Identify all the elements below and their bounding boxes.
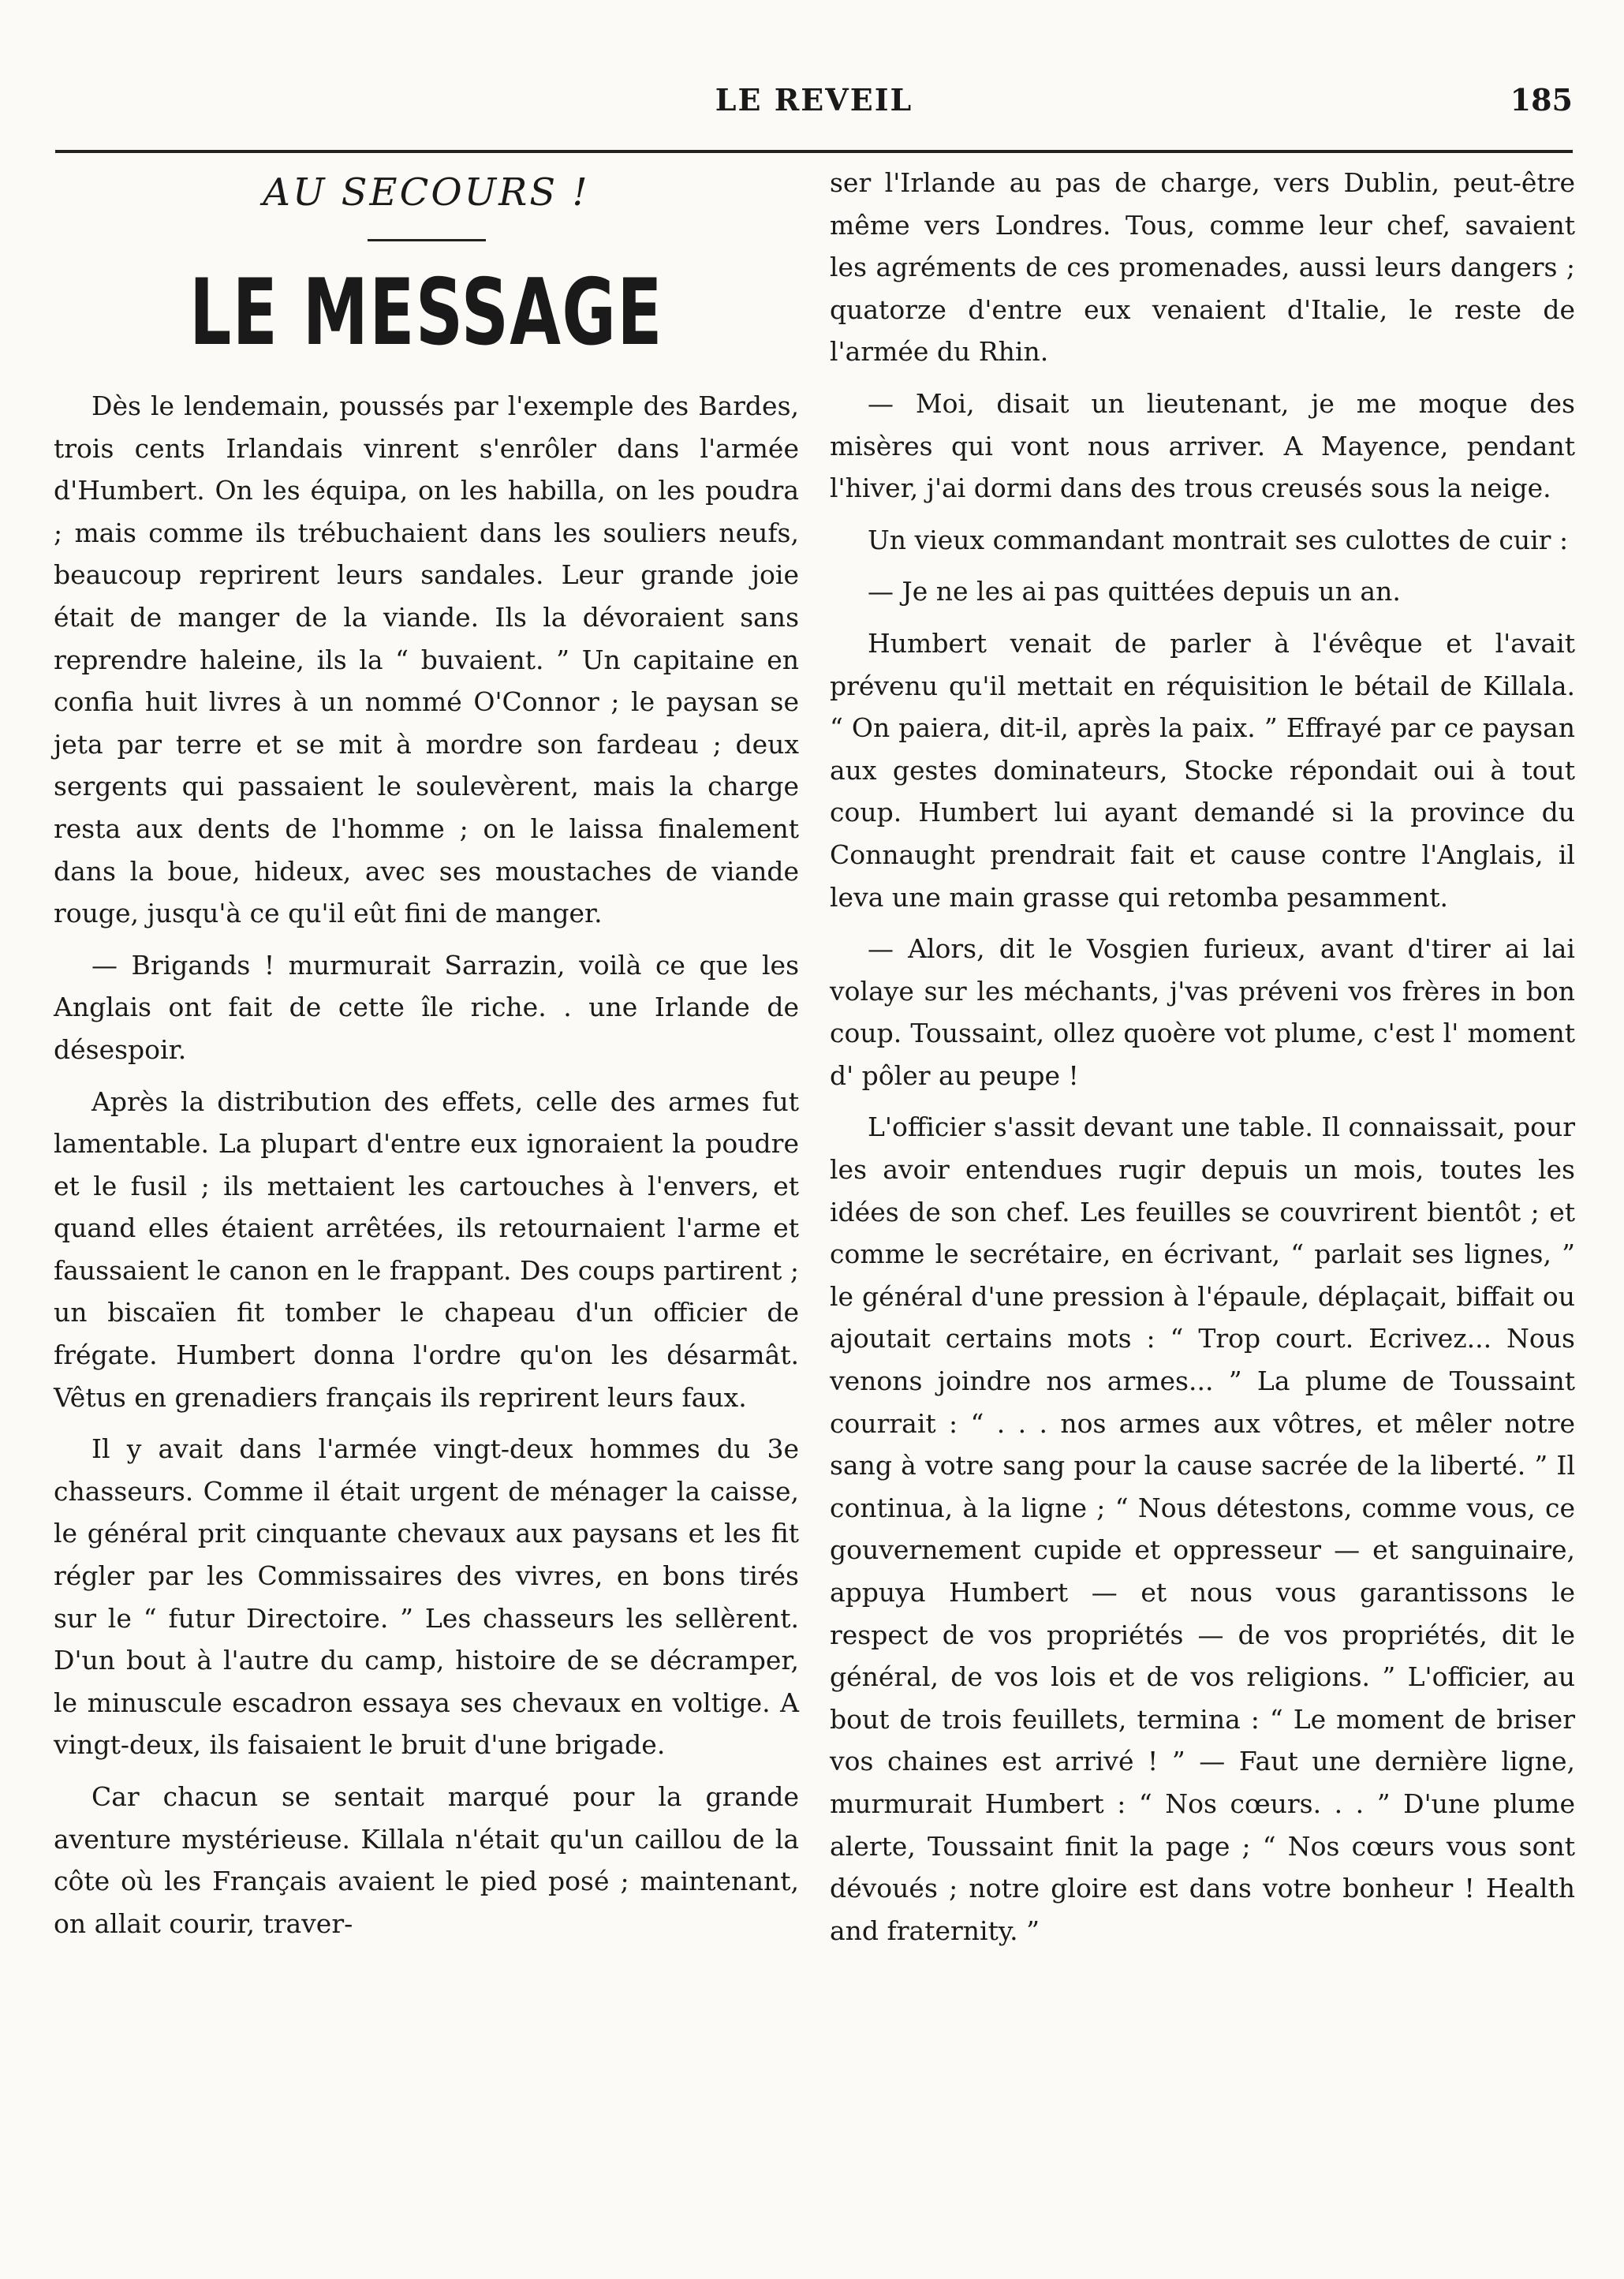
column-right [830,162,1575,1961]
paragraph: — Alors, dit le Vosgien furieux, avant d'tirer ai lai volaye sur les méchants, j'vas préveni vos frères in bon coup. Toussaint, ollez quoère vot plume, c'est l' moment d' pôler au peupe ! [830,933,1575,1091]
page-number: 185 [1510,82,1573,118]
paragraph: Humbert venait de parler à l'évêque et l'avait prévenu qu'il mettait en réquisition le bétail de Killala. “ On paiera, dit-il, après la paix. ” Effrayé par ce paysan aux gestes dominateurs, Stocke répondait oui à tout coup. Humbert lui ayant demandé si la province du Connaught prendrait fait et cause contre l'Anglais, il leva une main grasse qui retomba pesamment. [830,627,1575,913]
title-divider [368,239,486,241]
page-header [55,82,1573,129]
header-rule [55,150,1573,153]
paragraph: L'officier s'assit devant une table. Il connaissait, pour les avoir entendues rugir depuis un mois, toutes les idées de son chef. Les feuilles se couvrirent bientôt ; et comme le secrétaire, en écrivant, “ parlait ses lignes, ” le général d'une pression à l'épaule, déplaçait, biffait ou ajoutait certains mots : “ Trop court. Ecrivez... Nous venons joindre nos armes... ” La plume de Toussaint courrait : “ . . . nos armes aux vôtres, et mêler notre sang à votre sang pour la cause sacrée de la liberté. ” Il continua, à la ligne ; “ Nous détestons, comme vous, ce gouvernement cupide et oppresseur — et sanguinaire, appuya Humbert — et nous vous garantissons le respect de vos propriétés — de vos propriétés, dit le général, de vos lois et de vos religions. ” L'officier, au bout de trois feuillets, termina : “ Le moment de briser vos chaines est arrivé ! ” — Faut une dernière ligne, murmurait Humbert : “ Nos cœurs. . . ” D'une plume alerte, Toussaint finit la page ; “ Nos cœurs vous sont dévoués ; notre gloire est dans votre bonheur ! Health and fraternity. ” [830,1111,1575,1946]
paragraph: Après la distribution des effets, celle des armes fut lamentable. La plupart d'entre eux ignoraient la poudre et le fusil ; ils mettaient les cartouches à l'envers, et quand elles étaient arrêtées, ils retournaient l'arme et faussaient le canon en le frappant. Des coups partirent ; un biscaïen fit tomber le chapeau d'un officier de frégate. Humbert donna l'ordre qu'on les désarmât. Vêtus en grenadiers français ils reprirent leurs faux. [54,1085,799,1413]
running-title: LE REVEIL [715,82,913,118]
article-kicker: AU SECOURS ! [263,170,590,215]
paragraph: Il y avait dans l'armée vingt-deux hommes du 3e chasseurs. Comme il était urgent de ménager la caisse, le général prit cinquante chevaux aux paysans et les fit régler par les Commissaires des vivres, en bons tirés sur le “ futur Directoire. ” Les chasseurs les sellèrent. D'un bout à l'autre du camp, histoire de se décramper, le minuscule escadron essaya ses chevaux en voltige. A vingt-deux, ils faisaient le bruit d'une brigade. [54,1433,799,1761]
paragraph: Car chacun se sentait marqué pour la grande aventure mystérieuse. Killala n'était qu'un caillou de la côte où les Français avaient le pied posé ; maintenant, on allait courir, traver- [54,1781,799,1939]
article-headline: LE MESSAGE [189,260,663,366]
paragraph: — Brigands ! murmurait Sarrazin, voilà ce que les Anglais ont fait de cette île riche. . une Irlande de désespoir. [54,949,799,1065]
column-left [54,162,799,1954]
paragraph: Un vieux commandant montrait ses culottes de cuir : [868,524,1569,555]
paragraph: Dès le lendemain, poussés par l'exemple des Bardes, trois cents Irlandais vinrent s'enrôler dans l'armée d'Humbert. On les équipa, on les habilla, on les poudra ; mais comme ils trébuchaient dans les souliers neufs, beaucoup reprirent leurs sandales. Leur grande joie était de manger de la viande. Ils la dévoraient sans reprendre haleine, ils la “ buvaient. ” Un capitaine en confia huit livres à un nommé O'Connor ; le paysan se jeta par terre et se mit à mordre son fardeau ; deux sergents qui passaient le soulevèrent, mais la charge resta aux dents de l'homme ; on le laissa finalement dans la boue, hideux, avec ses moustaches de viande rouge, jusqu'à ce qu'il eût fini de manger. [54,390,799,929]
paragraph-continuation: ser l'Irlande au pas de charge, vers Dublin, peut-être même vers Londres. Tous, comme leur chef, savaient les agréments de ces promenades, aussi leurs dangers ; quatorze d'entre eux venaient d'Italie, le reste de l'armée du Rhin. [830,167,1575,368]
paragraph: — Je ne les ai pas quittées depuis un an. [868,576,1401,607]
paragraph: — Moi, disait un lieutenant, je me moque des misères qui vont nous arriver. A Mayence, pendant l'hiver, j'ai dormi dans des trous creusés sous la neige. [830,387,1575,504]
